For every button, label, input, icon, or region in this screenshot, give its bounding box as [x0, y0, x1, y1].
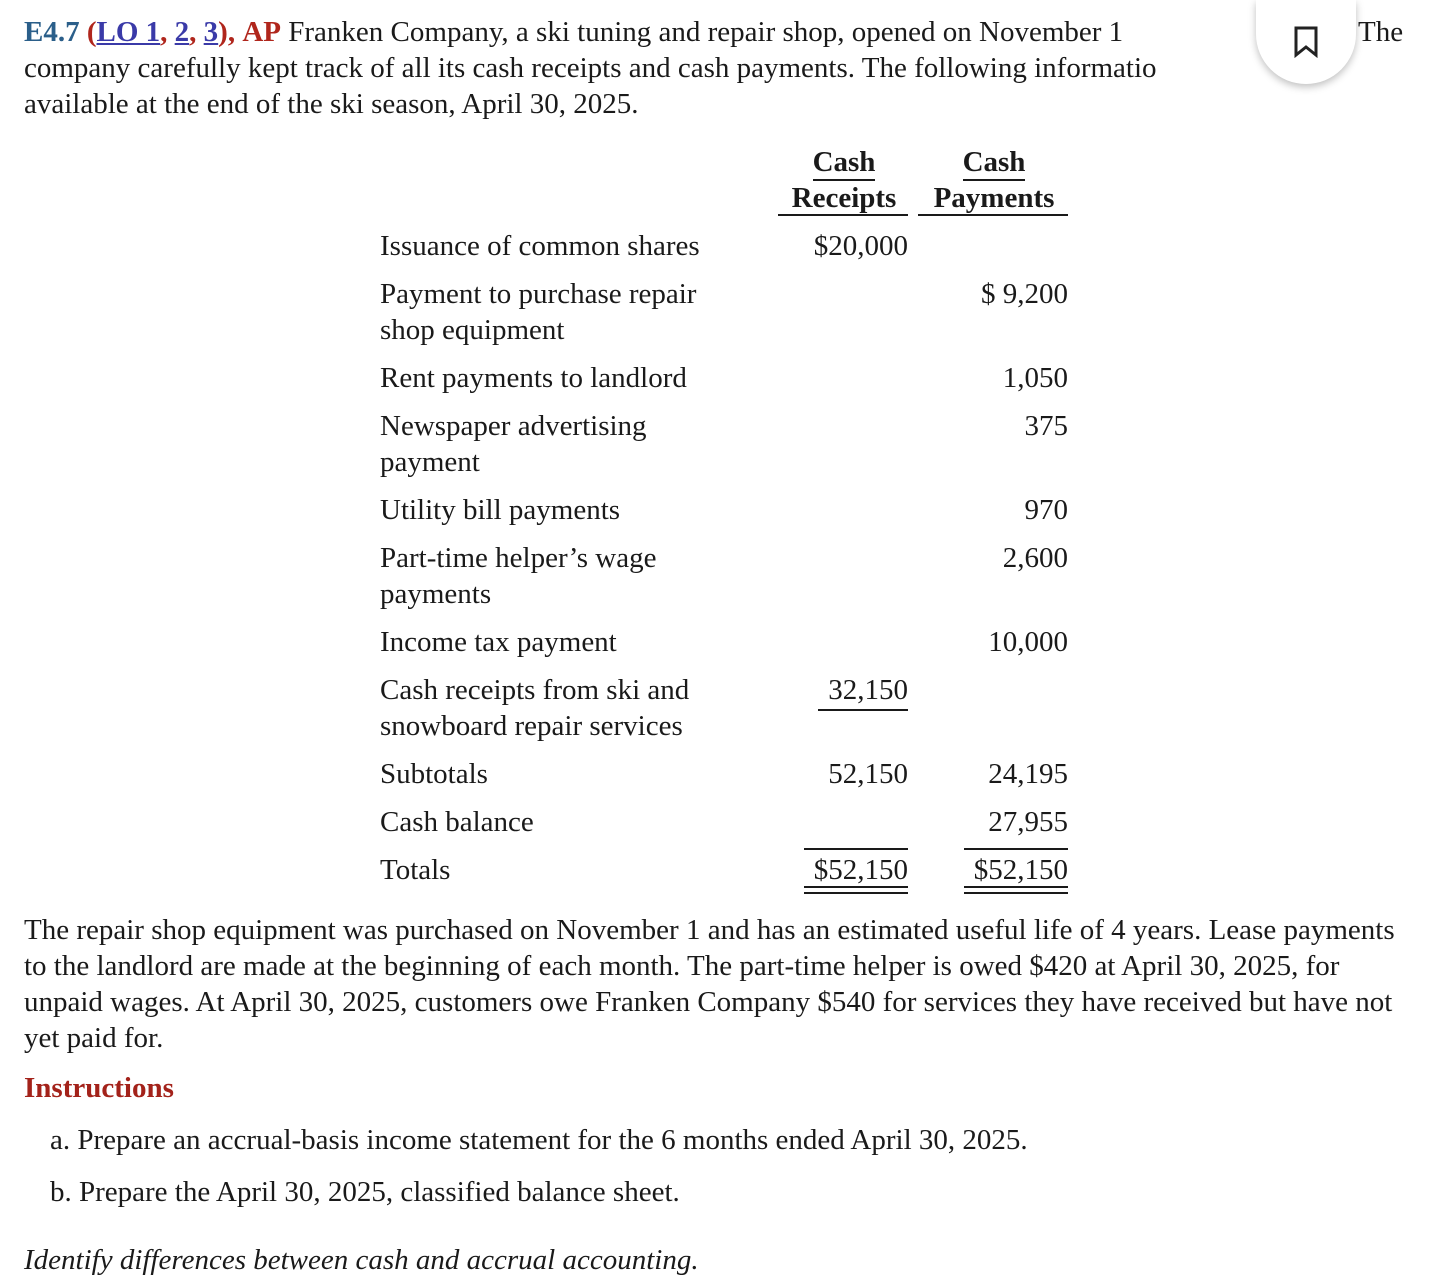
row-label: Issuance of common shares: [380, 230, 700, 262]
lo-2-link[interactable]: 2: [174, 16, 190, 48]
row-payment: $ 9,200: [981, 278, 1068, 310]
row-label: Subtotals: [380, 758, 488, 790]
total-rule-receipts: [804, 848, 908, 850]
row-label: Cash balance: [380, 806, 534, 838]
header-cash-payments: Cash Payments: [933, 146, 1055, 214]
row-label: Income tax payment: [380, 626, 617, 658]
exercise-number: E4.7: [24, 16, 80, 48]
exercise-intro: [24, 14, 1424, 122]
row-label: Utility bill payments: [380, 494, 621, 526]
intro-line-1: [24, 14, 1424, 50]
row-payment: $52,150: [973, 854, 1068, 886]
row-payment: 27,955: [988, 806, 1068, 838]
bookmark-icon: [1293, 26, 1319, 58]
learning-objectives: (LO 1, 2, 3),: [86, 16, 236, 48]
row-payment: 10,000: [988, 626, 1068, 658]
row-receipt: $20,000: [813, 230, 908, 262]
header-rule-payments: [918, 214, 1068, 216]
row-label: Totals: [380, 854, 451, 886]
row-label: Part-time helper’s wage payments: [380, 542, 657, 610]
ap-tag: AP: [242, 16, 282, 48]
row-payment: 970: [1024, 494, 1068, 526]
row-label: Payment to purchase repair shop equipment: [380, 278, 697, 346]
row-payment: 24,195: [988, 758, 1068, 790]
row-receipt: 52,150: [828, 758, 908, 790]
intro-line-3: available at the end of the ski season, April 30, 2025.: [24, 88, 639, 120]
header-cash-receipts: Cash Receipts: [791, 146, 897, 214]
instruction-item-a: a. Prepare an accrual-basis income statement for the 6 months ended April 30, 2025.: [50, 1124, 1028, 1156]
lo-1-link[interactable]: LO 1: [96, 16, 161, 48]
total-rule-payments: [964, 848, 1068, 850]
lo-3-link[interactable]: 3: [203, 16, 219, 48]
row-label: Rent payments to landlord: [380, 362, 687, 394]
row-payment: 2,600: [1002, 542, 1068, 574]
row-payment: 1,050: [1002, 362, 1068, 394]
context-paragraph: The repair shop equipment was purchased on November 1 and has an estimated useful life of 4 years. Lease payments to the landlord are made at the beginning of each month. The part-time helper is owed $420 at April 30, 2025, for unpaid wages. At April 30, 2025, customers owe Franken Company $540 for services they have received but have not yet paid for.: [24, 914, 1395, 1054]
row-receipt: 32,150: [828, 674, 908, 706]
intro-line-2: company carefully kept track of all its cash receipts and cash payments. The following informatio: [24, 52, 1157, 84]
row-label: Newspaper advertising payment: [380, 410, 647, 478]
header-rule-receipts: [778, 214, 908, 216]
double-rule-payments: [964, 886, 1068, 894]
row-label: Cash receipts from ski and snowboard repair services: [380, 674, 690, 742]
intro-text-1: Franken Company, a ski tuning and repair shop, opened on November 1: [288, 16, 1124, 48]
row-payment: 375: [1024, 410, 1068, 442]
double-rule-receipts: [804, 886, 908, 894]
instruction-item-b: b. Prepare the April 30, 2025, classified balance sheet.: [50, 1176, 680, 1208]
subtotal-rule-receipts: [818, 709, 908, 711]
instructions-title: Instructions: [24, 1072, 174, 1104]
footnote: Identify differences between cash and accrual accounting.: [24, 1244, 699, 1276]
row-receipt: $52,150: [813, 854, 908, 886]
intro-line-1-end: The: [1358, 16, 1404, 48]
